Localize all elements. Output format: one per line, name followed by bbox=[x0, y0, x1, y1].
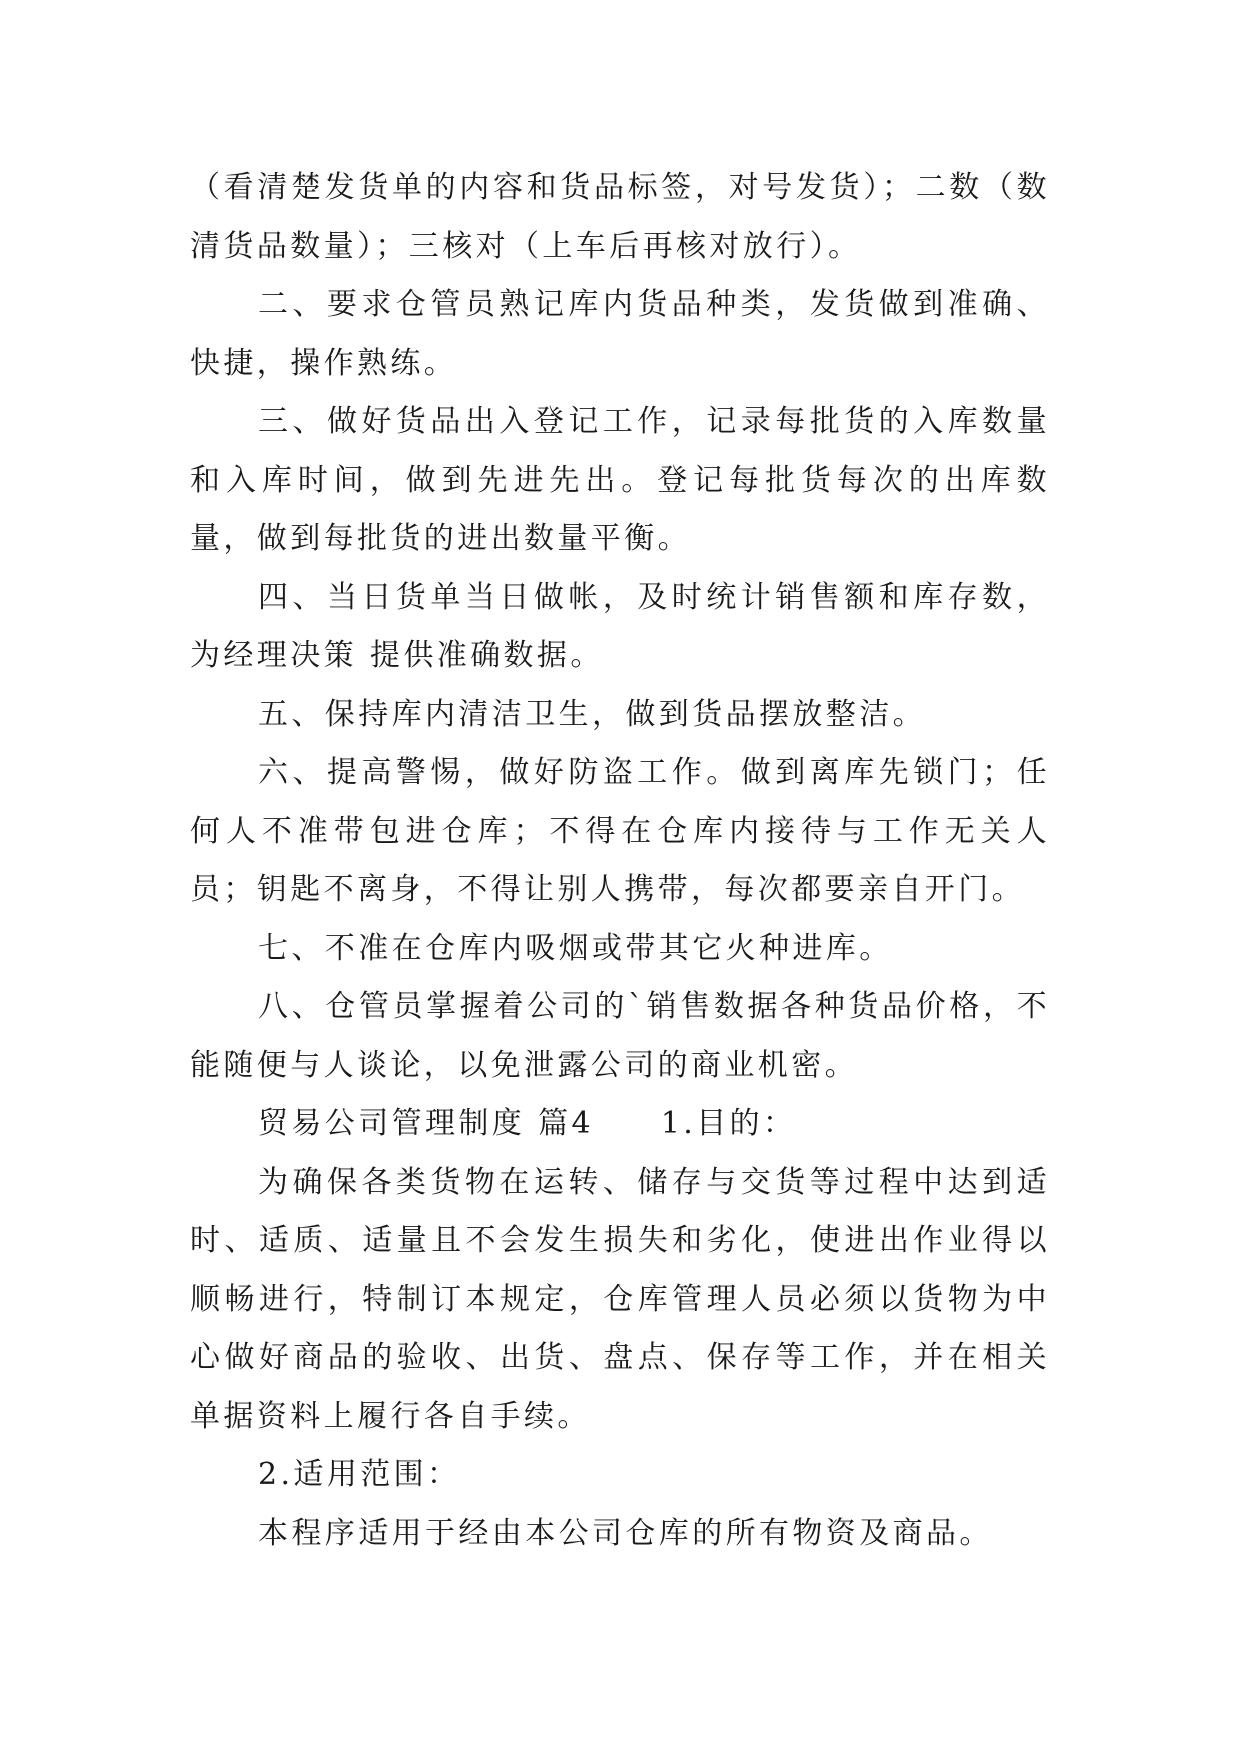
paragraph-continuation: （看清楚发货单的内容和货品标签，对号发货）；二数（数清货品数量）；三核对（上车后再核对放行）。 bbox=[190, 170, 1050, 264]
paragraph-item-3: 三、做好货品出入登记工作，记录每批货的入库数量和入库时间，做到先进先出。登记每批货每次的出库数量，做到每批货的进出数量平衡。 bbox=[190, 404, 1050, 556]
paragraph-item-7: 七、不准在仓库内吸烟或带其它火种进库。 bbox=[258, 930, 893, 966]
subheading-scope: 2.适用范围： bbox=[258, 1457, 461, 1492]
paragraph-item-2: 二、要求仓管员熟记库内货品种类，发货做到准确、快捷，操作熟练。 bbox=[190, 287, 1050, 381]
paragraph-item-4: 四、当日货单当日做帐，及时统计销售额和库存数，为经理决策 提供准确数据。 bbox=[190, 579, 1050, 673]
paragraph-scope: 本程序适用于经由本公司仓库的所有物资及商品。 bbox=[258, 1515, 993, 1551]
paragraph-item-8: 八、仓管员掌握着公司的`销售数据各种货品价格，不能随便与人谈论，以免泄露公司的商业机密。 bbox=[190, 989, 1050, 1083]
section-heading: 贸易公司管理制度 篇4 1.目的： bbox=[258, 1106, 797, 1141]
paragraph-item-5: 五、保持库内清洁卫生，做到货品摆放整洁。 bbox=[258, 696, 926, 732]
document-body bbox=[190, 159, 1050, 1563]
paragraph-purpose: 为确保各类货物在运转、储存与交货等过程中达到适时、适质、适量且不会发生损失和劣化，使进出作业得以顺畅进行，特制订本规定，仓库管理人员必须以货物为中心做好商品的验收、出货、盘点、保存等工作，并在相关单据资料上履行各自手续。 bbox=[190, 1164, 1050, 1434]
paragraph-item-6: 六、提高警惕，做好防盗工作。做到离库先锁门；任何人不准带包进仓库；不得在仓库内接待与工作无关人员；钥匙不离身，不得让别人携带，每次都要亲自开门。 bbox=[190, 755, 1050, 907]
